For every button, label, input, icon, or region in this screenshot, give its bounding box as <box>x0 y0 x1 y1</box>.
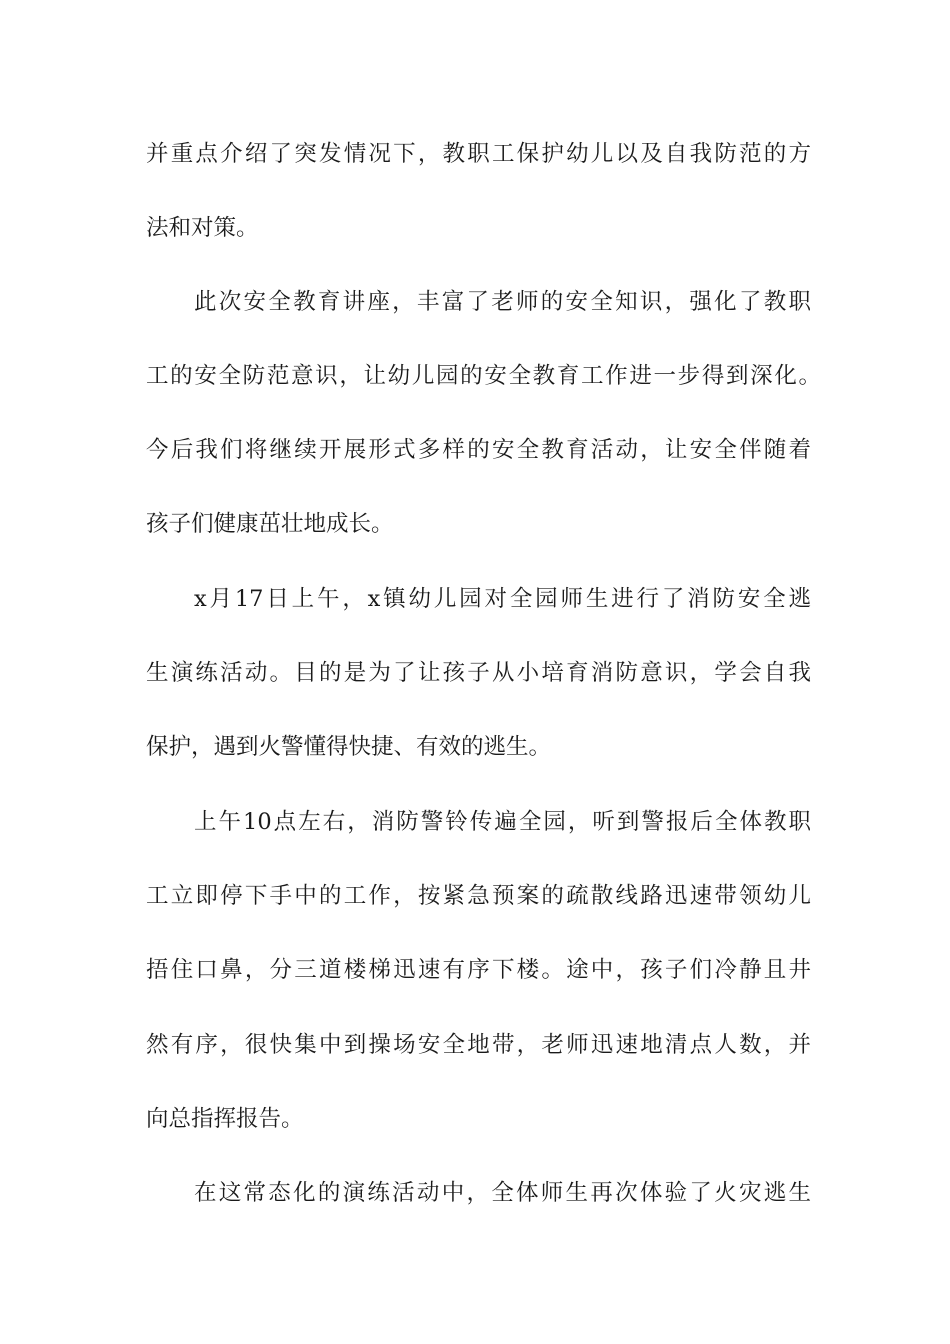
text-line-2: 法和对策。 <box>146 215 259 241</box>
text-line-7: x月17日上午，x镇幼儿园对全园师生进行了消防安全逃 <box>194 586 811 612</box>
text-line-12: 捂住口鼻，分三道楼梯迅速有序下楼。途中，孩子们冷静且井 <box>146 957 811 983</box>
text-line-4: 工的安全防范意识，让幼儿园的安全教育工作进一步得到深化。 <box>146 363 821 389</box>
text-line-11: 工立即停下手中的工作，按紧急预案的疏散线路迅速带领幼儿 <box>146 883 811 909</box>
text-line-9: 保护，遇到火警懂得快捷、有效的逃生。 <box>146 734 552 760</box>
text-line-5: 今后我们将继续开展形式多样的安全教育活动，让安全伴随着 <box>146 437 811 463</box>
text-line-6: 孩子们健康茁壮地成长。 <box>146 511 394 537</box>
text-line-3: 此次安全教育讲座，丰富了老师的安全知识，强化了教职 <box>194 289 811 315</box>
text-line-10: 上午10点左右，消防警铃传遍全园，听到警报后全体教职 <box>194 809 811 835</box>
text-line-13: 然有序，很快集中到操场安全地带，老师迅速地清点人数，并 <box>146 1032 811 1058</box>
text-line-15: 在这常态化的演练活动中，全体师生再次体验了火灾逃生 <box>194 1180 811 1206</box>
text-line-1: 并重点介绍了突发情况下，教职工保护幼儿以及自我防范的方 <box>146 141 811 167</box>
text-line-14: 向总指挥报告。 <box>146 1106 304 1132</box>
text-line-8: 生演练活动。目的是为了让孩子从小培育消防意识，学会自我 <box>146 660 811 686</box>
